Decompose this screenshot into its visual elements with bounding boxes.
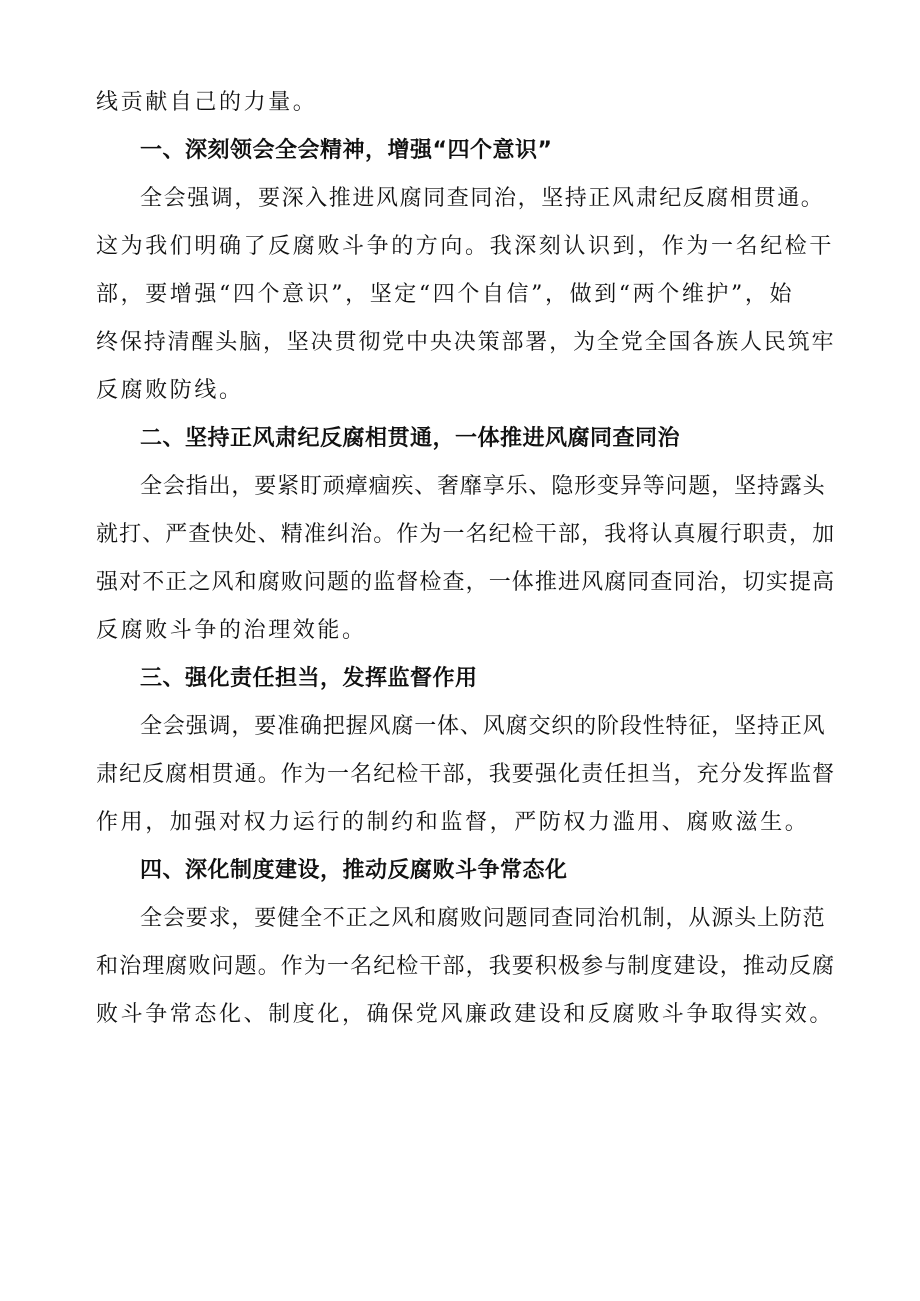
paragraph-line: 败斗争常态化、制度化，确保党风廉政建设和反腐败斗争取得实效。: [96, 1002, 835, 1027]
paragraph-line: 作用，加强对权力运行的制约和监督，严防权力滥用、腐败滋生。: [96, 810, 810, 835]
paragraph-line: 强对不正之风和腐败问题的监督检查，一体推进风腐同查同治，切实提高: [96, 570, 836, 595]
section-heading-2: 二、坚持正风肃纪反腐相贯通，一体推进风腐同查同治: [140, 426, 681, 451]
paragraph-line: 就打、严查快处、精准纠治。作为一名纪检干部，我将认真履行职责，加: [96, 522, 836, 547]
paragraph-line: 肃纪反腐相贯通。作为一名纪检干部，我要强化责任担当，充分发挥监督: [96, 762, 836, 787]
paragraph-line: 全会要求，要健全不正之风和腐败问题同查同治机制，从源头上防范: [140, 906, 826, 931]
paragraph-line: 反腐败斗争的治理效能。: [96, 618, 367, 643]
paragraph-line: 全会强调，要深入推进风腐同查同治，坚持正风肃纪反腐相贯通。: [140, 186, 825, 211]
paragraph-line: 这为我们明确了反腐败斗争的方向。我深刻认识到，作为一名纪检干: [96, 234, 835, 259]
paragraph-line: 终保持清醒头脑，坚决贯彻党中央决策部署，为全党全国各族人民筑牢: [96, 330, 836, 355]
paragraph-line: 部，要增强“四个意识”，坚定“四个自信”，做到“两个维护”，始: [96, 282, 795, 307]
section-heading-4: 四、深化制度建设，推动反腐败斗争常态化: [140, 858, 568, 883]
paragraph-line: 线贡献自己的力量。: [96, 90, 318, 115]
section-heading-1: 一、深刻领会全会精神，增强“四个意识”: [140, 138, 553, 163]
paragraph-line: 和治理腐败问题。作为一名纪检干部，我要积极参与制度建设，推动反腐: [96, 954, 836, 979]
paragraph-line: 全会强调，要准确把握风腐一体、风腐交织的阶段性特征，坚持正风: [140, 714, 826, 739]
paragraph-line: 全会指出，要紧盯顽瘴痼疾、奢靡享乐、隐形变异等问题，坚持露头: [140, 474, 826, 499]
section-heading-3: 三、强化责任担当，发挥监督作用: [140, 666, 478, 691]
paragraph-line: 反腐败防线。: [96, 378, 244, 403]
